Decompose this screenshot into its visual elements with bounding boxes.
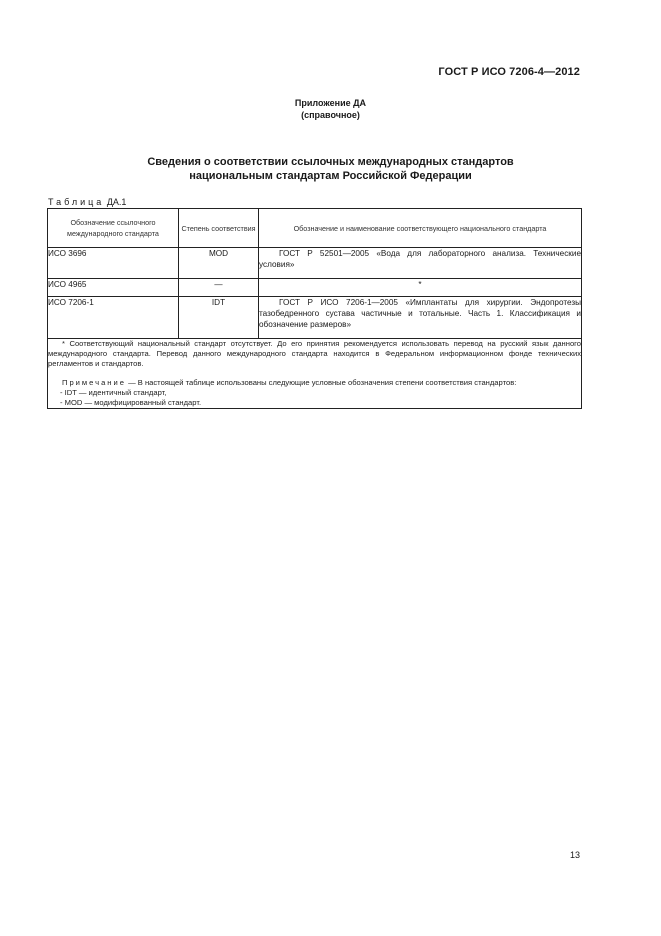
- table-row: [48, 297, 582, 339]
- cell-code: ИСО 4965: [48, 279, 179, 297]
- header-cell-international: Обозначение ссылочного международного стандарта: [48, 209, 179, 248]
- title-line-1: Сведения о соответствии ссылочных международных стандартов: [147, 156, 514, 168]
- note-text: — В настоящей таблице использованы следующие условные обозначения степени соответствия стандартов:: [128, 378, 517, 387]
- appendix-type: (справочное): [301, 110, 360, 120]
- note-item-idt: - IDT — идентичный стандарт,: [60, 388, 167, 397]
- page-number: 13: [569, 850, 580, 860]
- table-caption: [48, 197, 126, 207]
- cell-national: [259, 248, 582, 279]
- appendix-heading: [0, 97, 661, 121]
- cell-degree: —: [179, 279, 259, 297]
- note-label: Примечание: [62, 378, 126, 387]
- table-row: [48, 248, 582, 279]
- table-header-row: [48, 209, 582, 248]
- standard-code: ГОСТ Р ИСО 7206-4—2012: [438, 66, 580, 78]
- appendix-label: Приложение ДА: [294, 98, 367, 108]
- cell-degree: IDT: [179, 297, 259, 339]
- table-notes-cell: [48, 339, 582, 409]
- cell-code: ИСО 3696: [48, 248, 179, 279]
- table-caption-id: ДА.1: [106, 197, 127, 207]
- table-row: [48, 279, 582, 297]
- cell-national-text: ГОСТ Р ИСО 7206-1—2005 «Имплантаты для хирургии. Эндопротезы тазобедренного сустава частичные и тотальные. Часть 1. Классификация и обозначение размеров»: [259, 298, 581, 329]
- header-cell-degree: Степень соответствия: [179, 209, 259, 248]
- cell-national: *: [259, 279, 582, 297]
- cell-national: [259, 297, 582, 339]
- table-caption-word: Таблица: [48, 197, 105, 207]
- cell-code: ИСО 7206-1: [48, 297, 179, 339]
- cell-national-text: ГОСТ Р 52501—2005 «Вода для лабораторного анализа. Технические условия»: [259, 249, 581, 269]
- cell-degree: MOD: [179, 248, 259, 279]
- header-cell-national: Обозначение и наименование соответствующего национального стандарта: [259, 209, 582, 248]
- table-notes-row: [48, 339, 582, 409]
- footnote: * Соответствующий национальный стандарт отсутствует. До его принятия рекомендуется использовать перевод на русский язык данного международного стандарта. Перевод данного международного стандарта находится в Федеральном информационном фонде технических регламентов и стандартов.: [48, 339, 581, 368]
- note-paragraph: [48, 378, 581, 388]
- note-item-mod: - MOD — модифицированный стандарт.: [60, 398, 202, 407]
- document-title: [0, 155, 661, 183]
- title-line-2: национальным стандартам Российской Федерации: [189, 170, 472, 182]
- correspondence-table: [47, 208, 582, 409]
